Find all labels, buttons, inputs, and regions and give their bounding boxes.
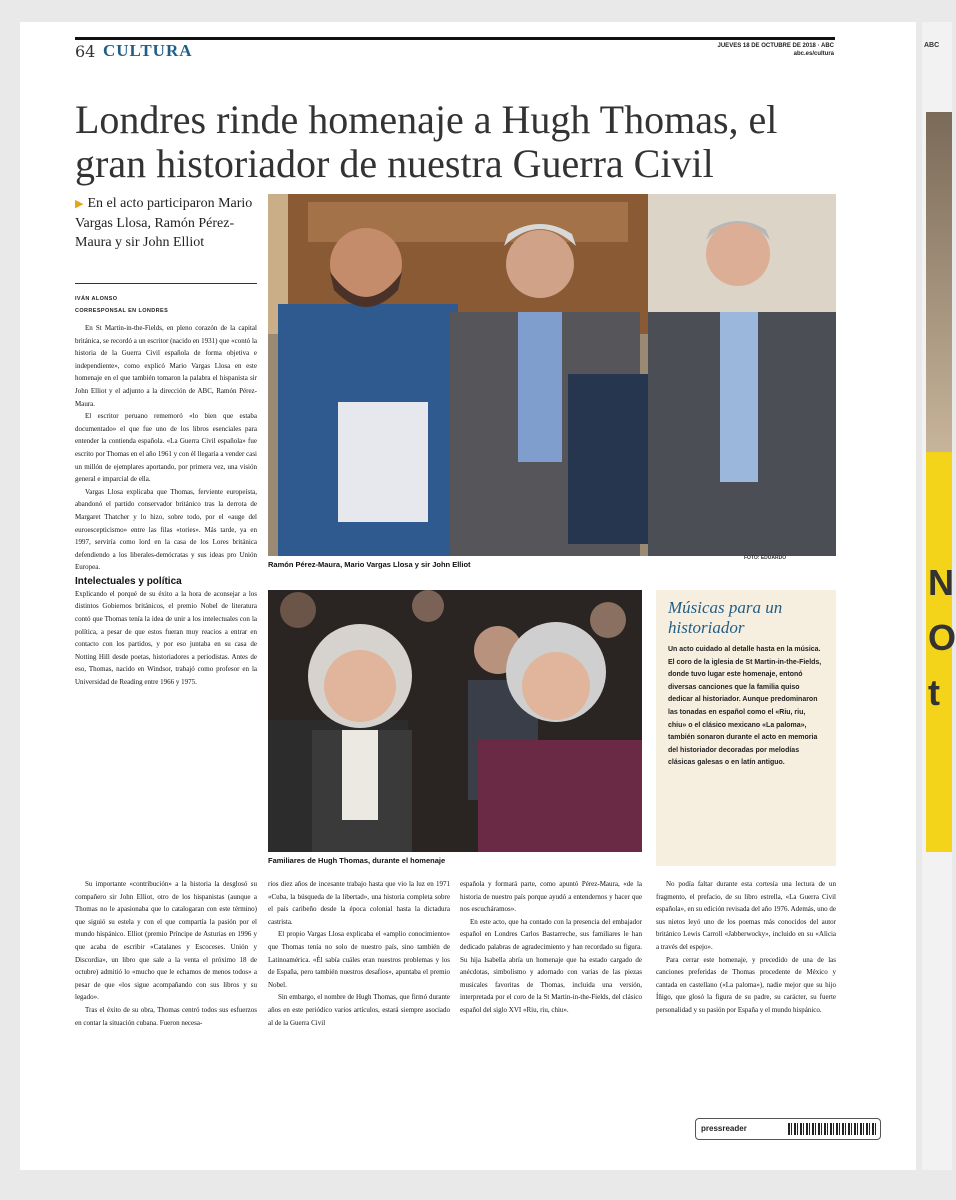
adjacent-page-letter: N <box>928 562 954 603</box>
newspaper-page <box>20 22 916 1170</box>
adjacent-page-header: ABC <box>924 42 940 49</box>
adjacent-page-letter: O <box>928 617 956 658</box>
date-text: JUEVES 18 DE OCTUBRE DE 2018 · ABC <box>717 43 834 49</box>
paragraph: española y formará parte, como apuntó Pérez-Maura, «de la historia de nuestro país porque ayudó a entendernos y hacer que nos escucháramos». <box>460 880 642 914</box>
author-role: CORRESPONSAL EN LONDRES <box>75 308 169 314</box>
article-column-bottom-3 <box>460 878 642 1017</box>
adjacent-page-letter: t <box>928 672 940 713</box>
paragraph: El escritor peruano rememoró «lo bien que estaba documentado» el que fue uno de los libros esenciales para entender la contienda española. «La Guerra Civil española» fue escrito por Thomas en el año 1961 y con él llegaría a vender casi un millón de ejemplares aportando, por primera vez, una visión general e imparcial de ella. <box>75 412 257 484</box>
paragraph: Sin embargo, el nombre de Hugh Thomas, que firmó durante años en este periódico varios artículos, estará siempre asociado al de la Guerra Civil <box>268 993 450 1027</box>
paragraph: En este acto, que ha contado con la presencia del embajador español en Londres Carlos Bastarreche, sus familiares le han dedicado palabras de agradecimiento y han recordado su figura. Su hija Isabella abría un homenaje que ha estado cargado de anécdotas, simbolismo y adornado con varias de las piezas musicales favoritas de Thomas, incluida una versión, interpretada por el coro de la St Martin-in-the-Fields, del clásico español del siglo XVI «Riu, riu, chiu». <box>460 917 642 1014</box>
paragraph: Su importante «contribución» a la historia la desglosó su compañero sir John Elliot, otro de los hispanistas (aunque a Thomas no le apasionaba que lo catalogaran con este término) que siguió su estela y con el que compartía la pasión por el mundo hispánico. Elliot (premio Príncipe de Asturias en 1996 y que acaba de escribir «Catalanes y Escoceses. Unión y Discordia», un libro que sale a la venta el próximo 18 de octubre) admitió lo «mucho que le echamos de menos todos» a pesar de que «los sigue acompañando con sus libros y su legado». <box>75 880 257 1002</box>
deck <box>75 194 265 252</box>
author: IVÁN ALONSO <box>75 296 118 302</box>
sidebar-title: Músicas para un historiador <box>668 598 783 637</box>
adjacent-page-photo <box>926 112 952 452</box>
paragraph: Tras el éxito de su obra, Thomas centró todos sus esfuerzos en contar la situación cubana. Fueron necesa- <box>75 1005 257 1027</box>
photo-caption: Familiares de Hugh Thomas, durante el homenaje <box>268 856 446 865</box>
adjacent-page <box>922 22 956 1170</box>
photo-credit: FOTO: EDUARDO <box>744 555 787 561</box>
pressreader-logo[interactable] <box>695 1118 881 1140</box>
article-column-bottom-1 <box>75 878 257 1029</box>
article-column-1 <box>75 322 257 689</box>
page-number: 64 <box>75 42 96 61</box>
paragraph: No podía faltar durante esta cortesía una lectura de un fragmento, el prefacio, de su libro estrella, «La Guerra Civil española», en su edición revisada del año 1976. Además, uno de sus nietos leyó uno de los poemas más conocidos del autor británico Lewis Carroll «Jabberwocky», incluido en su «Alicia a través del espejo». <box>656 880 836 951</box>
site-text: abc.es/cultura <box>793 51 834 57</box>
article-column-bottom-2 <box>268 878 450 1029</box>
header-rule <box>75 37 835 40</box>
subhead: Intelectuales y política <box>75 575 182 587</box>
paragraph: En St Martin-in-the-Fields, en pleno corazón de la capital británica, se recordó a un escritor (nacido en 1931) que «contó la historia de la Guerra Civil española de forma objetiva e independiente», como explicó Mario Vargas Llosa en este homenaje en el que también tomaron la palabra el hispanista sir John Elliot y el adjunto a la dirección de ABC, Ramón Pérez-Maura. <box>75 324 257 408</box>
photo-caption: Ramón Pérez-Maura, Mario Vargas Llosa y sir John Elliot <box>268 560 471 569</box>
paragraph: Explicando el porqué de su éxito a la hora de aconsejar a los distintos Gobiernos británicos, el premio Nobel de literatura contó que Thomas tenía la idea de unir a los intelectuales con la política, a pesar de que estos fueran muy reacios a entrar en contacto con los partidos, y por eso juntaba en su casa de Notting Hill desde poetas, historiadores a periodistas. Antes de eso, Thomas, nacido en Windsor, trabajó como profesor en la Universidad de Reading entre 1966 y 1975. <box>75 589 257 687</box>
byline <box>75 293 168 317</box>
pressreader-logo-text: pressreader <box>701 1124 747 1133</box>
sidebar-body: Un acto cuidado al detalle hasta en la música. El coro de la iglesia de St Martin-in-the-Fields, donde tuvo lugar este homenaje, entonó diversas canciones que la familia quiso dedicar al historiador. Aunque predominaron las tonadas en español como el «Riu, riu, chiu» o el clásico mexicano «La paloma», también sonaron durante el acto en memoria del historiador decoradas por melodías clásicas galesas o en latín antiguo. <box>668 646 822 767</box>
photo-two-women-illustration <box>268 590 642 852</box>
headline: Londres rinde homenaje a Hugh Thomas, el gran historiador de nuestra Guerra Civil <box>75 97 778 186</box>
deck-rule <box>75 283 257 284</box>
paragraph: rios diez años de incesante trabajo hasta que vio la luz en 1971 «Cuba, la búsqueda de la libertad», una historia completa sobre el país caribeño desde la época colonial hasta la dictadura castrista. <box>268 880 450 926</box>
triangle-icon: ▶ <box>75 198 84 210</box>
article-column-bottom-4 <box>656 878 836 1017</box>
deck-text: En el acto participaron Mario Vargas Llosa, Ramón Pérez-Maura y sir John Elliot <box>75 196 253 250</box>
photo-three-men <box>268 194 836 556</box>
sidebar-box <box>656 590 836 866</box>
paragraph: Vargas Llosa explicaba que Thomas, ferviente europeísta, abandonó el partido conservador británico tras la derrota de Margaret Thatcher y lo hizo, sobre todo, por el «auge del euroescepticismo» entre las filas «tories». Más tarde, ya en 1997, serviría como lord en la casa de los Lores británica defendiendo a los liberales-demócratas y sus ideas pro Unión Europea. <box>75 487 257 572</box>
paragraph: El propio Vargas Llosa explicaba el «amplio conocimiento» que Thomas tenía no solo de nuestro país, sino también de Latinoamérica. «Él sabía cuáles eran nuestros problemas y los de España, pero también nuestros desafíos», apuntaba el premio Nobel. <box>268 930 450 989</box>
photo-two-women <box>268 590 642 852</box>
barcode-icon <box>788 1123 876 1135</box>
paragraph: Para cerrar este homenaje, y precedido de una de las canciones preferidas de Thomas procedente de México y cantada en castellano («La paloma»), nadie mejor que su hijo Íñigo, que glosó la figura de su padre, su carácter, su fuerte personalidad y su pasión por España y el mundo hispánico. <box>656 955 836 1014</box>
date-line <box>718 42 834 58</box>
photo-three-men-illustration <box>268 194 836 556</box>
section-title: CULTURA <box>103 41 193 60</box>
